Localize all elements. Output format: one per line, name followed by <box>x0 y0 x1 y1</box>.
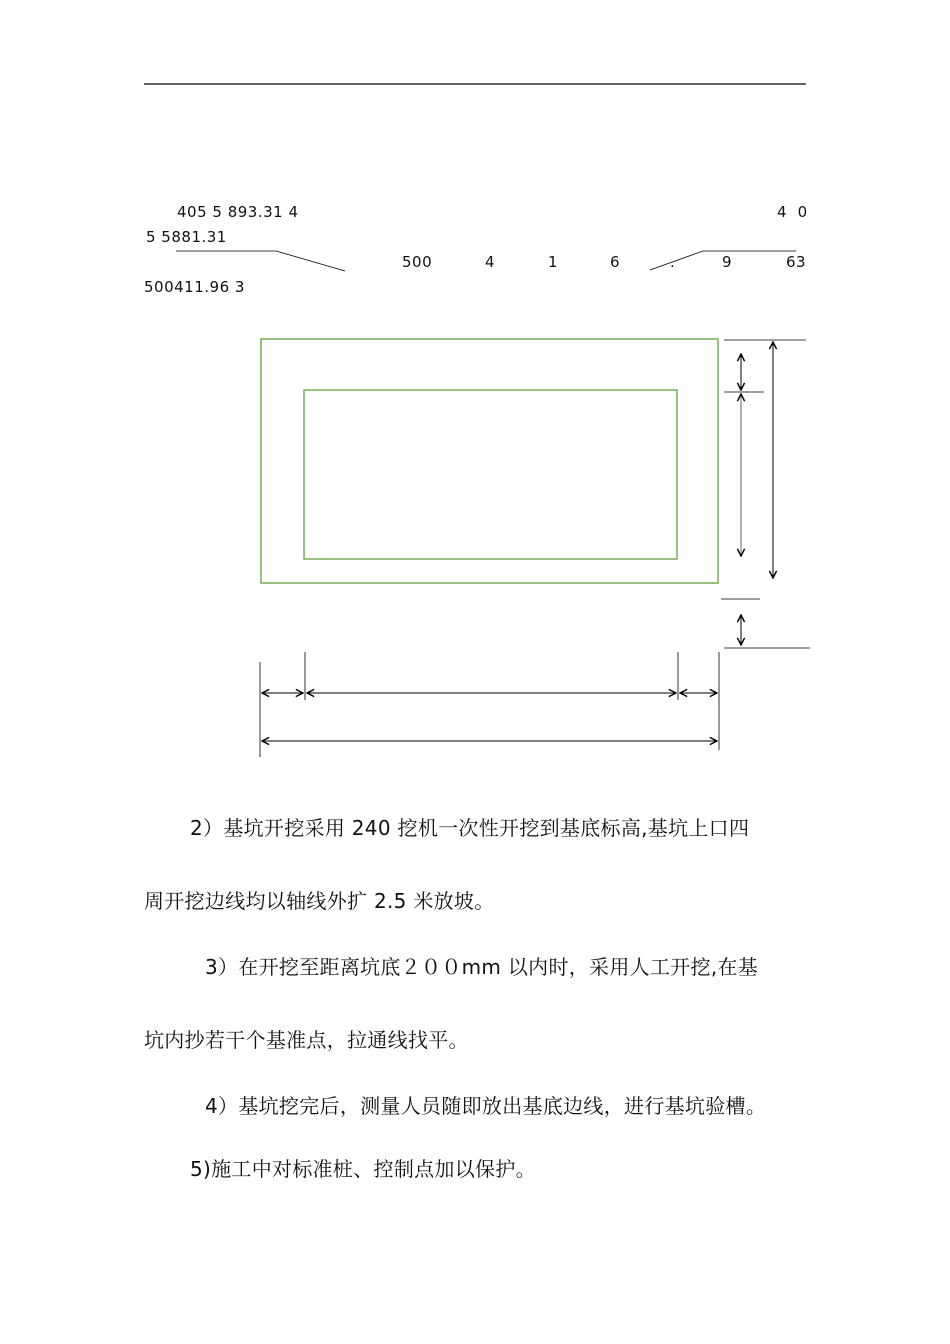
paragraph-5: 5)施工中对标准桩、控制点加以保护。 <box>190 1157 536 1181</box>
pit-inner-boundary <box>304 390 677 559</box>
coordinate-digit: 9 <box>722 253 733 271</box>
paragraph-3-line-1: 3）在开挖至距离坑底２００mm 以内时，采用人工开挖,在基 <box>205 955 759 979</box>
paragraph-3-line-2: 坑内抄若干个基准点，拉通线找平。 <box>144 1028 469 1052</box>
coordinate-label-bottom-left: 500411.96 3 <box>144 278 245 296</box>
paragraph-4: 4）基坑挖完后，测量人员随即放出基底边线，进行基坑验槽。 <box>205 1094 767 1118</box>
coordinate-digit: . <box>670 253 676 271</box>
leader-line-left <box>276 251 345 271</box>
coordinate-digit: 500 <box>402 253 433 271</box>
paragraph-2-line-1: 2）基坑开挖采用 240 挖机一次性开挖到基底标高,基坑上口四 <box>190 816 750 840</box>
coordinate-label-top-right: 4 0 <box>777 203 808 221</box>
coordinate-digit: 1 <box>548 253 559 271</box>
coordinate-label-top-left-continued: 5 5881.31 <box>146 228 227 246</box>
coordinate-digit: 63 <box>786 253 807 271</box>
coordinate-digit: 4 <box>485 253 496 271</box>
paragraph-2-line-2: 周开挖边线均以轴线外扩 2.5 米放坡。 <box>144 889 495 913</box>
coordinate-label-top-left: 405 5 893.31 4 <box>177 203 299 221</box>
leader-line-right <box>650 251 703 270</box>
coordinate-digit: 6 <box>610 253 621 271</box>
pit-outer-boundary <box>261 339 718 583</box>
